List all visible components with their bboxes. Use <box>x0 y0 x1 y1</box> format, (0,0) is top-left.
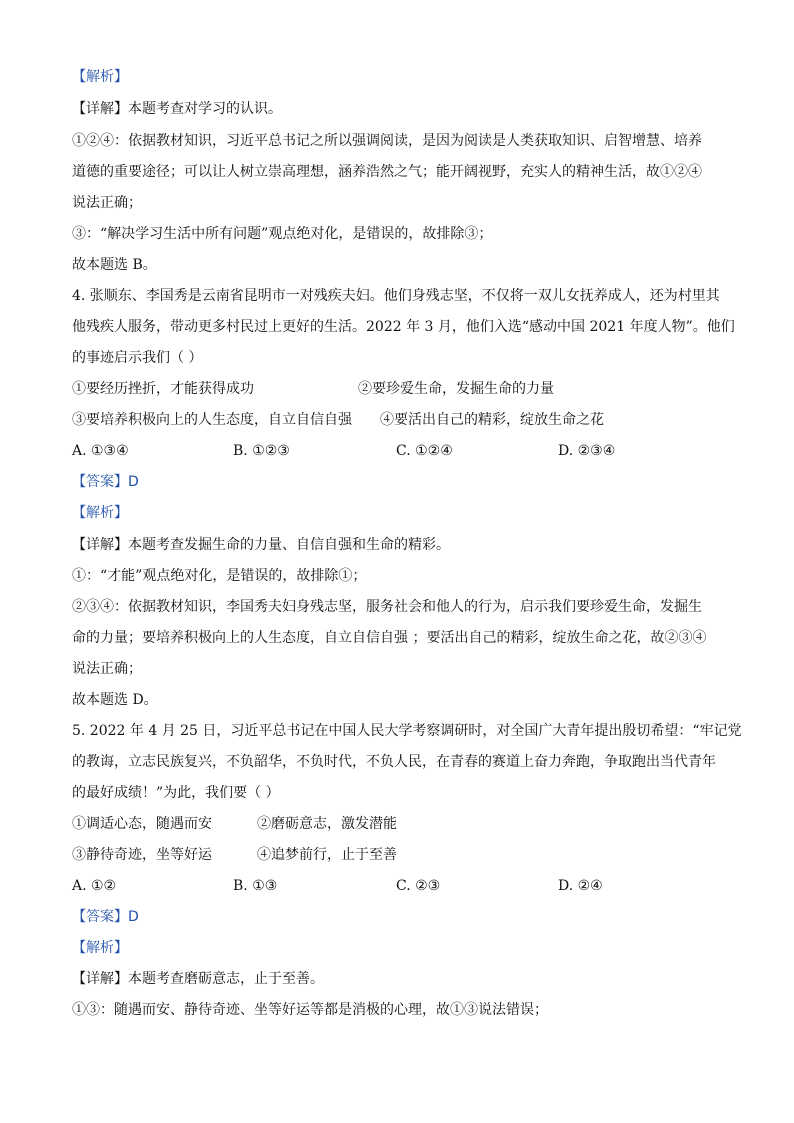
analysis-heading: 【解析】 <box>72 69 128 85</box>
explanation-line: 道德的重要途径；可以让人树立崇高理想，涵养浩然之气；能开阔视野，充实人的精神生活，故①②④ <box>72 164 702 180</box>
option-b: B. ①③ <box>233 878 278 894</box>
statement-item: ②要珍爱生命，发掘生命的力量 <box>358 381 554 397</box>
explanation-line: 命的力量；要培养积极向上的人生态度，自立自信自强 ；要活出自己的精彩，绽放生命之花，故②③④ <box>72 630 707 646</box>
analysis-heading: 【解析】 <box>72 505 128 521</box>
statement-item: ④要活出自己的精彩，绽放生命之花 <box>380 412 604 428</box>
detail-line: 【详解】本题考查对学习的认识。 <box>72 101 282 117</box>
answer-line: 【答案】D <box>72 909 139 925</box>
option-c: C. ①②④ <box>396 443 453 459</box>
explanation-line: 说法正确； <box>72 661 142 677</box>
explanation-line: ①③：随遇而安、静待奇迹、坐等好运等都是消极的心理，故①③说法错误； <box>72 1002 548 1018</box>
option-a: A. ①② <box>72 878 117 894</box>
question-4-stem: 他残疾人服务，带动更多村民过上更好的生活。2022 年 3 月，他们入选“感动中国 2021 年度人物”。他们 <box>72 319 735 335</box>
question-5-stem: 5. 2022 年 4 月 25 日，习近平总书记在中国人民大学考察调研时，对全国广大青年提出殷切希望：“牢记党 <box>72 723 742 739</box>
option-d: D. ②④ <box>558 878 603 894</box>
option-b: B. ①②③ <box>233 443 290 459</box>
explanation-line: 说法正确； <box>72 195 142 211</box>
explanation-line: ①②④：依据教材知识，习近平总书记之所以强调阅读，是因为阅读是人类获取知识、启智增慧、培养 <box>72 133 702 149</box>
analysis-heading: 【解析】 <box>72 940 128 956</box>
question-5-stem: 的教诲，立志民族复兴，不负韶华，不负时代，不负人民，在青春的赛道上奋力奔跑，争取跑出当代青年 <box>72 754 716 770</box>
option-d: D. ②③④ <box>558 443 616 459</box>
explanation-line: ③：“解决学习生活中所有问题”观点绝对化，是错误的，故排除③； <box>72 226 493 242</box>
detail-line: 【详解】本题考查磨砺意志，止于至善。 <box>72 971 324 987</box>
statement-item: ③要培养积极向上的人生态度，自立自信自强 <box>72 412 352 428</box>
statement-item: ①调适心态，随遇而安 <box>72 816 212 832</box>
statement-item: ②磨砺意志，激发潜能 <box>257 816 397 832</box>
statement-item: ③静待奇迹，坐等好运 <box>72 847 212 863</box>
explanation-line: ②③④：依据教材知识，李国秀夫妇身残志坚，服务社会和他人的行为，启示我们要珍爱生命，发掘生 <box>72 599 702 615</box>
question-4-stem: 4. 张顺东、李国秀是云南省昆明市一对残疾夫妇。他们身残志坚，不仅将一双儿女抚养成人，还为村里其 <box>72 288 720 304</box>
conclusion-line: 故本题选 D。 <box>72 692 158 708</box>
question-5-stem: 的最好成绩！”为此，我们要（ ） <box>72 785 280 801</box>
question-4-stem: 的事迹启示我们（ ） <box>72 350 203 366</box>
answer-line: 【答案】D <box>72 474 139 490</box>
option-c: C. ②③ <box>396 878 441 894</box>
detail-line: 【详解】本题考查发掘生命的力量、自信自强和生命的精彩。 <box>72 537 450 553</box>
statement-item: ①要经历挫折，才能获得成功 <box>72 381 254 397</box>
explanation-line: ①：“才能”观点绝对化，是错误的，故排除①； <box>72 568 367 584</box>
statement-item: ④追梦前行，止于至善 <box>257 847 397 863</box>
conclusion-line: 故本题选 B。 <box>72 257 157 273</box>
option-a: A. ①③④ <box>72 443 129 459</box>
